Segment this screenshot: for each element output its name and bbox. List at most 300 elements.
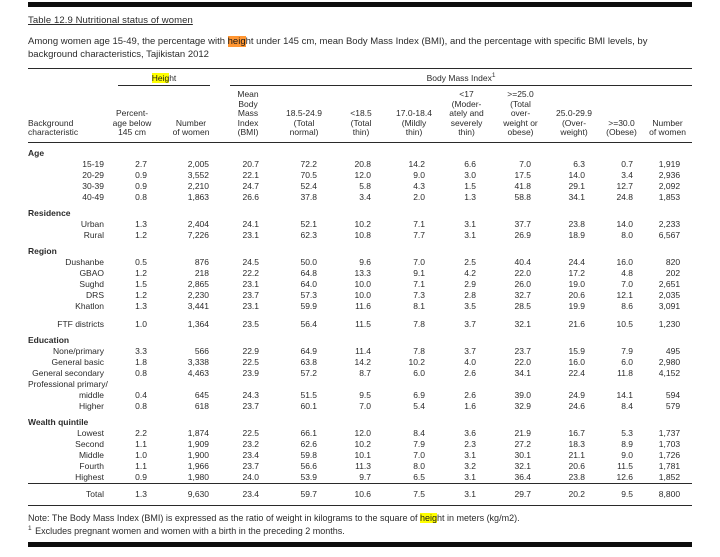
value-cell: 8.6 (621, 300, 634, 311)
text-segment: Among women age 15-49, the percentage with (28, 36, 228, 47)
value-cell: 26.9 (514, 229, 532, 240)
value-cell: 3.1 (464, 218, 477, 229)
row-label-line2: middle (78, 389, 104, 400)
value-cell: 16.7 (568, 427, 586, 438)
value-cell: 62.3 (300, 229, 318, 240)
value-cell: 64.8 (300, 267, 318, 278)
value-cell: 11.5 (355, 318, 372, 329)
value-cell: 34.1 (514, 367, 532, 378)
value-cell: 52.4 (300, 180, 318, 191)
value-cell: 2,651 (658, 278, 681, 289)
value-cell: 16.0 (616, 256, 634, 267)
column-header: 25.0-29.9 (Over- weight) (548, 86, 600, 142)
search-highlight-orange: heig (227, 36, 246, 47)
value-cell: 4,463 (187, 367, 210, 378)
value-cell: 23.7 (242, 460, 260, 471)
value-cell: 4.8 (621, 267, 634, 278)
value-cell: 8.4 (621, 400, 634, 411)
value-cell: 17.2 (568, 267, 586, 278)
row-label: 30-39 (82, 180, 104, 191)
value-cell: 2,865 (187, 278, 210, 289)
value-cell: 23.7 (242, 400, 260, 411)
value-cell: 202 (665, 267, 681, 278)
table-row (28, 450, 692, 461)
row-label: Dushanbe (65, 256, 104, 267)
value-cell: 20.7 (242, 158, 260, 169)
value-cell: 2.6 (464, 389, 477, 400)
value-cell: 24.3 (242, 389, 260, 400)
value-cell: 12.7 (616, 180, 634, 191)
table-title: Table 12.9 Nutritional status of women (28, 15, 193, 26)
value-cell: 3.1 (464, 449, 477, 460)
value-cell: 23.4 (222, 483, 274, 505)
column-header: Percent- age below 145 cm (104, 86, 160, 142)
column-header: Background characteristic (28, 86, 104, 142)
value-cell: 26.6 (242, 191, 260, 202)
value-cell: 41.8 (514, 180, 532, 191)
value-cell: 24.6 (568, 400, 586, 411)
value-cell: 9.7 (359, 471, 372, 482)
value-cell: 52.1 (300, 218, 318, 229)
value-cell: 2.8 (464, 289, 477, 300)
value-cell: 1,737 (658, 427, 681, 438)
table-row (28, 290, 692, 301)
value-cell: 21.1 (568, 449, 586, 460)
value-cell: 2,035 (658, 289, 681, 300)
table-row (28, 472, 692, 484)
value-cell: 3.4 (359, 191, 372, 202)
top-rule (28, 2, 692, 7)
value-cell: 876 (194, 256, 210, 267)
table-row (28, 219, 692, 230)
row-label: Sughd (79, 278, 104, 289)
column-header: Mean Body Mass Index (BMI) (222, 86, 274, 142)
table-row (28, 181, 692, 192)
value-cell: 2.0 (413, 191, 426, 202)
value-cell: 7.0 (413, 449, 426, 460)
value-cell: 10.0 (354, 278, 372, 289)
value-cell: 1.3 (104, 483, 160, 505)
value-cell: 7.0 (519, 158, 532, 169)
value-cell: 32.9 (514, 400, 532, 411)
value-cell: 24.7 (242, 180, 260, 191)
value-cell: 1.2 (135, 267, 147, 278)
value-cell: 645 (194, 389, 210, 400)
value-cell: 23.2 (242, 438, 260, 449)
value-cell: 7.1 (413, 218, 426, 229)
value-cell: 9.6 (359, 256, 372, 267)
search-highlight-yellow: Heig (151, 73, 170, 83)
column-header: >=30.0 (Obese) (600, 86, 643, 142)
value-cell: 7.9 (413, 438, 426, 449)
value-cell: 12.0 (354, 169, 372, 180)
value-cell: 21.6 (568, 318, 586, 329)
value-cell: 0.4 (135, 389, 147, 400)
row-label: Higher (78, 400, 104, 411)
value-cell: 3.1 (440, 483, 493, 505)
value-cell: 1.3 (135, 300, 147, 311)
value-cell: 23.1 (242, 229, 260, 240)
value-cell: 22.1 (242, 169, 260, 180)
value-cell: 14.0 (568, 169, 586, 180)
value-cell: 18.9 (568, 229, 586, 240)
table-row (28, 368, 692, 379)
value-cell: 64.9 (300, 345, 318, 356)
value-cell: 1,909 (187, 438, 210, 449)
value-cell: 8.0 (413, 460, 426, 471)
value-cell: 594 (665, 389, 681, 400)
value-cell: 7.8 (413, 318, 426, 329)
value-cell: 22.4 (568, 367, 586, 378)
value-cell: 0.9 (135, 471, 147, 482)
value-cell: 23.5 (242, 318, 260, 329)
value-cell: 20.6 (568, 289, 586, 300)
value-cell: 218 (194, 267, 210, 278)
row-label: Middle (78, 449, 104, 460)
value-cell: 23.7 (514, 345, 532, 356)
spanner-height (104, 69, 222, 87)
value-cell: 24.4 (568, 256, 586, 267)
value-cell: 14.2 (408, 158, 426, 169)
value-cell: 13.3 (354, 267, 372, 278)
column-header: <17 (Moder- ately and severely thin) (440, 86, 493, 142)
value-cell: 2.5 (464, 256, 477, 267)
value-cell: 4.2 (464, 267, 477, 278)
value-cell: 1.2 (135, 289, 147, 300)
value-cell: 2.2 (135, 427, 147, 438)
row-label: 40-49 (82, 191, 104, 202)
value-cell: 0.9 (135, 169, 147, 180)
table-row (28, 346, 692, 357)
section-header (28, 203, 692, 219)
value-cell: 1,853 (658, 191, 681, 202)
value-cell: 0.8 (135, 367, 147, 378)
value-cell: 6.6 (464, 158, 477, 169)
value-cell: 23.9 (242, 367, 260, 378)
text-segment: ht in meters (kg/m2). (437, 512, 520, 523)
value-cell: 495 (665, 345, 681, 356)
value-cell: 53.9 (300, 471, 318, 482)
value-cell: 27.2 (514, 438, 532, 449)
value-cell: 2.9 (464, 278, 477, 289)
value-cell: 20.6 (568, 460, 586, 471)
value-cell: 3.7 (464, 318, 477, 329)
value-cell: 0.7 (621, 158, 634, 169)
value-cell: 1.5 (135, 278, 147, 289)
value-cell: 1.1 (135, 460, 147, 471)
column-header: Number of women (160, 86, 222, 142)
total-row (28, 483, 692, 505)
value-cell: 14.1 (616, 389, 634, 400)
value-cell: 19.0 (568, 278, 586, 289)
value-cell: 1.0 (135, 318, 147, 329)
value-cell: 23.7 (242, 289, 260, 300)
value-cell: 1,703 (658, 438, 681, 449)
section-label: Region (28, 245, 57, 256)
value-cell: 3,441 (187, 300, 210, 311)
section-label: Residence (28, 207, 71, 218)
value-cell: 3.6 (464, 427, 477, 438)
table-row (28, 461, 692, 472)
value-cell: 7.0 (359, 400, 372, 411)
value-cell: 2.6 (464, 367, 477, 378)
value-cell: 12.0 (354, 427, 372, 438)
value-cell: 6.5 (413, 471, 426, 482)
section-header (28, 412, 692, 428)
value-cell: 24.8 (616, 191, 634, 202)
value-cell: 72.2 (300, 158, 318, 169)
value-cell: 1,874 (187, 427, 210, 438)
value-cell: 23.4 (242, 449, 260, 460)
value-cell: 24.9 (568, 389, 586, 400)
value-cell: 14.0 (616, 218, 634, 229)
column-header: 18.5-24.9 (Total normal) (274, 86, 334, 142)
table-row (28, 428, 692, 439)
value-cell: 39.0 (514, 389, 532, 400)
value-cell: 37.8 (300, 191, 318, 202)
row-label: Total (28, 483, 104, 505)
value-cell: 22.9 (242, 345, 260, 356)
value-cell: 3.1 (464, 471, 477, 482)
value-cell: 11.8 (617, 367, 634, 378)
value-cell: 7.1 (413, 278, 426, 289)
value-cell: 16.0 (568, 356, 586, 367)
column-header: <18.5 (Total thin) (334, 86, 388, 142)
value-cell: 37.7 (514, 218, 532, 229)
value-cell: 2,980 (658, 356, 681, 367)
column-header: 17.0-18.4 (Mildly thin) (388, 86, 440, 142)
value-cell: 4,152 (658, 367, 681, 378)
value-cell: 2,092 (658, 180, 681, 191)
value-cell: 1,900 (187, 449, 210, 460)
value-cell: 7.9 (621, 345, 634, 356)
row-label: Khatlon (75, 300, 104, 311)
value-cell: 59.7 (274, 483, 334, 505)
value-cell: 10.0 (354, 289, 372, 300)
value-cell: 28.5 (514, 300, 532, 311)
value-cell: 18.3 (568, 438, 586, 449)
section-header (28, 142, 692, 159)
value-cell: 3.7 (464, 345, 477, 356)
value-cell: 2,936 (658, 169, 681, 180)
value-cell: 57.2 (300, 367, 318, 378)
value-cell: 11.6 (355, 300, 372, 311)
row-label: DRS (86, 289, 104, 300)
value-cell: 3.4 (621, 169, 634, 180)
value-cell: 63.8 (300, 356, 318, 367)
value-cell: 50.0 (300, 256, 318, 267)
value-cell: 3.1 (464, 229, 477, 240)
value-cell: 32.1 (514, 318, 532, 329)
value-cell: 1.5 (464, 180, 477, 191)
value-cell: 8,800 (643, 483, 692, 505)
value-cell: 51.5 (300, 389, 318, 400)
intro-text (28, 35, 688, 61)
value-cell: 8.1 (413, 300, 426, 311)
table-row (28, 257, 692, 268)
value-cell: 1,852 (658, 471, 681, 482)
value-cell: 58.8 (514, 191, 532, 202)
row-label: Urban (80, 218, 104, 229)
value-cell: 22.5 (242, 356, 260, 367)
table-row (28, 170, 692, 181)
value-cell: 2,005 (187, 158, 210, 169)
value-cell: 579 (665, 400, 681, 411)
value-cell: 7.3 (413, 289, 426, 300)
value-cell: 11.4 (355, 345, 372, 356)
row-label: Lowest (77, 427, 104, 438)
value-cell: 20.8 (354, 158, 372, 169)
value-cell: 64.0 (300, 278, 318, 289)
value-cell: 0.8 (135, 400, 147, 411)
value-cell: 3,552 (187, 169, 210, 180)
value-cell: 7,226 (187, 229, 210, 240)
value-cell: 1,726 (658, 449, 681, 460)
value-cell: 6.0 (413, 367, 426, 378)
value-cell: 1.2 (135, 229, 147, 240)
value-cell: 7.0 (621, 278, 634, 289)
value-cell: 22.0 (514, 356, 532, 367)
row-label: General secondary (32, 367, 104, 378)
value-cell: 9.1 (413, 267, 426, 278)
row-label: None/primary (52, 345, 104, 356)
table-row (28, 312, 692, 330)
value-cell: 4.3 (413, 180, 426, 191)
value-cell: 3.2 (464, 460, 477, 471)
value-cell: 566 (194, 345, 210, 356)
row-label: 15-19 (82, 158, 104, 169)
value-cell: 21.9 (514, 427, 532, 438)
value-cell: 14.2 (354, 356, 372, 367)
value-cell: 8.9 (621, 438, 634, 449)
value-cell: 820 (665, 256, 681, 267)
value-cell: 24.1 (242, 218, 260, 229)
value-cell: 7.7 (413, 229, 426, 240)
value-cell: 2,230 (187, 289, 210, 300)
value-cell: 3.0 (464, 169, 477, 180)
value-cell: 24.0 (242, 471, 260, 482)
value-cell: 23.1 (242, 300, 260, 311)
value-cell: 15.9 (568, 345, 586, 356)
value-cell: 2,210 (187, 180, 210, 191)
bottom-rule (28, 542, 692, 547)
value-cell: 23.8 (568, 471, 586, 482)
value-cell: 1.6 (464, 400, 477, 411)
value-cell: 0.5 (135, 256, 147, 267)
value-cell: 0.8 (135, 191, 147, 202)
value-cell: 12.1 (616, 289, 634, 300)
table-row (28, 439, 692, 450)
table-row (28, 159, 692, 170)
spanner-row (28, 69, 692, 87)
value-cell: 22.5 (242, 427, 260, 438)
row-label: 20-29 (82, 169, 104, 180)
value-cell: 1.0 (135, 449, 147, 460)
row-label: GBAO (79, 267, 104, 278)
value-cell: 9.5 (600, 483, 643, 505)
value-cell: 11.5 (617, 460, 634, 471)
value-cell: 34.1 (568, 191, 586, 202)
value-cell: 66.1 (300, 427, 318, 438)
row-label: Second (75, 438, 104, 449)
text-segment: ht under 145 cm, mean Body Mass Index (BMI), and the percentage with specific BMI levels, by background characteristics, Tajikistan 2012 (28, 36, 648, 60)
value-cell: 57.3 (300, 289, 318, 300)
value-cell: 2.3 (464, 438, 477, 449)
table-row (28, 268, 692, 279)
row-label: General basic (51, 356, 104, 367)
value-cell: 29.7 (493, 483, 548, 505)
value-cell: 7.5 (388, 483, 440, 505)
value-cell: 1.3 (464, 191, 477, 202)
value-cell: 56.4 (300, 318, 318, 329)
value-cell: 7.8 (413, 345, 426, 356)
spanner-spacer (28, 69, 104, 87)
value-cell: 59.8 (300, 449, 318, 460)
value-cell: 2,233 (658, 218, 681, 229)
value-cell: 10.1 (354, 449, 372, 460)
section-label: Education (28, 334, 70, 345)
value-cell: 17.5 (514, 169, 532, 180)
footnote-text: $^1$ Excludes pregnant women and women with a birth in the preceding 2 months. (28, 524, 345, 536)
text-segment: Note: The Body Mass Index (BMI) is expressed as the ratio of weight in kilograms to the square of (28, 512, 421, 523)
row-label: FTF districts (57, 318, 104, 329)
value-cell: 618 (194, 400, 210, 411)
value-cell: 5.4 (413, 400, 426, 411)
value-cell: 32.1 (514, 460, 532, 471)
table-row (28, 301, 692, 312)
table-row (28, 401, 692, 412)
value-cell: 1.3 (135, 218, 147, 229)
value-cell: 20.2 (548, 483, 600, 505)
value-cell: 9,630 (160, 483, 222, 505)
table-row (28, 230, 692, 241)
value-cell: 22.0 (514, 267, 532, 278)
value-cell: 22.2 (242, 267, 260, 278)
value-cell: 9.0 (413, 169, 426, 180)
value-cell: 40.4 (514, 256, 532, 267)
value-cell: 10.8 (354, 229, 372, 240)
table-row (28, 379, 692, 401)
table-row (28, 279, 692, 290)
text-segment: ht (169, 73, 177, 83)
value-cell: 1,919 (658, 158, 681, 169)
value-cell: 2,404 (187, 218, 210, 229)
value-cell: 7.0 (413, 256, 426, 267)
value-cell: 9.0 (621, 449, 634, 460)
value-cell: 24.5 (242, 256, 260, 267)
value-cell: 1,364 (187, 318, 210, 329)
table-row (28, 192, 692, 203)
column-header: >=25.0 (Total over- weight or obese) (493, 86, 548, 142)
value-cell: 10.2 (354, 438, 372, 449)
value-cell: 10.6 (334, 483, 388, 505)
column-header: Number of women (643, 86, 692, 142)
value-cell: 59.9 (300, 300, 318, 311)
value-cell: 23.8 (568, 218, 586, 229)
value-cell: 5.8 (359, 180, 372, 191)
value-cell: 3.3 (135, 345, 147, 356)
spanner-bmi: Body Mass Index$^1$ (222, 69, 692, 87)
table-row (28, 357, 692, 368)
value-cell: 3,091 (658, 300, 681, 311)
nutrition-table (28, 68, 692, 506)
value-cell: 1,966 (187, 460, 210, 471)
value-cell: 62.6 (300, 438, 318, 449)
value-cell: 30.1 (514, 449, 532, 460)
value-cell: 3,338 (187, 356, 210, 367)
value-cell: 1,230 (658, 318, 681, 329)
note-text (28, 512, 688, 525)
